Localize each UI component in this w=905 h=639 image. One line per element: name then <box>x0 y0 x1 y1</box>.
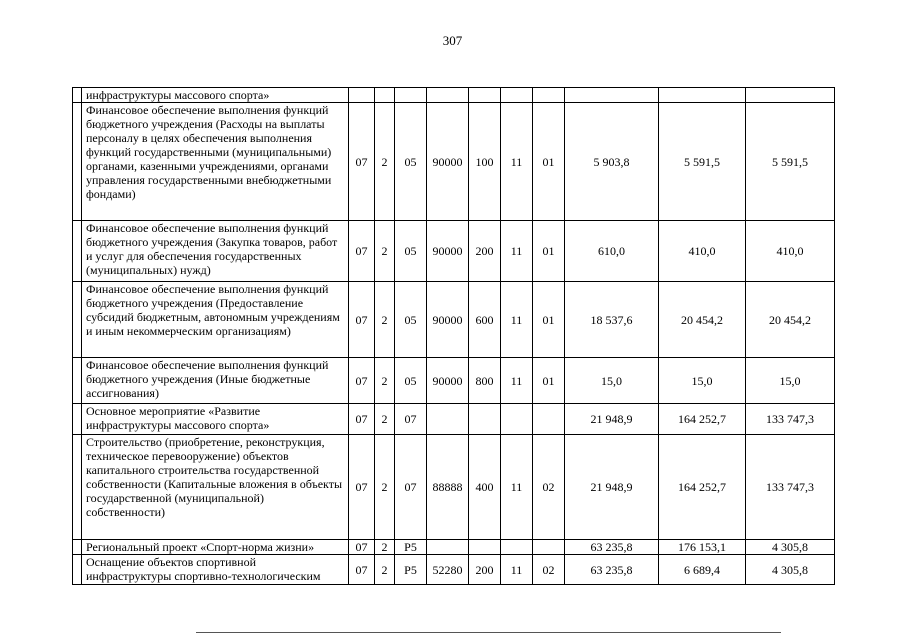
amount-1-cell <box>565 88 659 103</box>
row-name: Финансовое обеспечение выполнения функций бюджетного учреждения (Расходы на выплаты персоналу в целях обеспечения выполнения функций государственными (муниципальными) органами, казенными учреждениями, органами управления государственными внебюджетными фондами) <box>82 103 349 221</box>
table-row <box>73 358 835 404</box>
budget-table <box>72 87 835 585</box>
subprogram-cell: 11 <box>501 221 533 282</box>
row-margin-cell <box>73 540 82 555</box>
target-cell <box>427 540 469 555</box>
table-row <box>73 221 835 282</box>
target-cell: 52280 <box>427 555 469 585</box>
amount-3-cell: 133 747,3 <box>746 404 835 435</box>
amount-3-cell: 410,0 <box>746 221 835 282</box>
amount-1-cell: 21 948,9 <box>565 435 659 540</box>
program-cell: 05 <box>395 358 427 404</box>
subsection-cell: 2 <box>375 103 395 221</box>
row-name: Финансовое обеспечение выполнения функций бюджетного учреждения (Предоставление субсидий бюджетным, автономным учреждениям и иным некоммерческим организациям) <box>82 282 349 358</box>
subprogram-cell: 11 <box>501 103 533 221</box>
bottom-rule <box>196 632 781 633</box>
program-cell: 07 <box>395 435 427 540</box>
row-margin-cell <box>73 103 82 221</box>
amount-2-cell: 6 689,4 <box>659 555 746 585</box>
amount-1-cell: 5 903,8 <box>565 103 659 221</box>
row-margin-cell <box>73 221 82 282</box>
row-name: Финансовое обеспечение выполнения функций бюджетного учреждения (Закупка товаров, работ и услуг для обеспечения государственных (муниципальных) нужд) <box>82 221 349 282</box>
row-margin-cell <box>73 555 82 585</box>
table-body <box>73 88 835 585</box>
row-name: Региональный проект «Спорт-норма жизни» <box>82 540 349 555</box>
amount-2-cell: 5 591,5 <box>659 103 746 221</box>
table-row <box>73 555 835 585</box>
amount-2-cell <box>659 88 746 103</box>
amount-2-cell: 410,0 <box>659 221 746 282</box>
target-cell <box>427 88 469 103</box>
table-row <box>73 435 835 540</box>
expense-type-cell <box>469 88 501 103</box>
amount-2-cell: 164 252,7 <box>659 435 746 540</box>
subprogram-cell <box>501 540 533 555</box>
amount-3-cell <box>746 88 835 103</box>
table-row <box>73 88 835 103</box>
amount-1-cell: 18 537,6 <box>565 282 659 358</box>
amount-2-cell: 20 454,2 <box>659 282 746 358</box>
event-cell <box>533 88 565 103</box>
subsection-cell <box>375 88 395 103</box>
expense-type-cell: 200 <box>469 221 501 282</box>
row-margin-cell <box>73 282 82 358</box>
subsection-cell: 2 <box>375 555 395 585</box>
row-margin-cell <box>73 358 82 404</box>
section-cell: 07 <box>349 282 375 358</box>
section-cell <box>349 88 375 103</box>
program-cell: P5 <box>395 555 427 585</box>
amount-1-cell: 63 235,8 <box>565 555 659 585</box>
expense-type-cell: 400 <box>469 435 501 540</box>
row-name: инфраструктуры массового спорта» <box>82 88 349 103</box>
section-cell: 07 <box>349 540 375 555</box>
page-number: 307 <box>442 33 463 48</box>
amount-1-cell: 610,0 <box>565 221 659 282</box>
amount-3-cell: 15,0 <box>746 358 835 404</box>
amount-3-cell: 4 305,8 <box>746 555 835 585</box>
subsection-cell: 2 <box>375 282 395 358</box>
subsection-cell: 2 <box>375 540 395 555</box>
event-cell: 02 <box>533 435 565 540</box>
subprogram-cell: 11 <box>501 435 533 540</box>
event-cell <box>533 540 565 555</box>
amount-1-cell: 63 235,8 <box>565 540 659 555</box>
target-cell <box>427 404 469 435</box>
expense-type-cell: 200 <box>469 555 501 585</box>
target-cell: 90000 <box>427 103 469 221</box>
subprogram-cell: 11 <box>501 358 533 404</box>
expense-type-cell: 800 <box>469 358 501 404</box>
subsection-cell: 2 <box>375 404 395 435</box>
section-cell: 07 <box>349 555 375 585</box>
program-cell: 07 <box>395 404 427 435</box>
section-cell: 07 <box>349 103 375 221</box>
row-name: Финансовое обеспечение выполнения функций бюджетного учреждения (Иные бюджетные ассигнования) <box>82 358 349 404</box>
subprogram-cell <box>501 404 533 435</box>
amount-1-cell: 21 948,9 <box>565 404 659 435</box>
section-cell: 07 <box>349 435 375 540</box>
subprogram-cell: 11 <box>501 282 533 358</box>
target-cell: 90000 <box>427 282 469 358</box>
amount-3-cell: 5 591,5 <box>746 103 835 221</box>
section-cell: 07 <box>349 404 375 435</box>
amount-2-cell: 164 252,7 <box>659 404 746 435</box>
event-cell: 01 <box>533 282 565 358</box>
subsection-cell: 2 <box>375 435 395 540</box>
target-cell: 90000 <box>427 358 469 404</box>
section-cell: 07 <box>349 221 375 282</box>
amount-1-cell: 15,0 <box>565 358 659 404</box>
target-cell: 88888 <box>427 435 469 540</box>
amount-2-cell: 176 153,1 <box>659 540 746 555</box>
row-margin-cell <box>73 404 82 435</box>
event-cell: 02 <box>533 555 565 585</box>
event-cell: 01 <box>533 103 565 221</box>
program-cell: 05 <box>395 282 427 358</box>
program-cell: 05 <box>395 103 427 221</box>
subsection-cell: 2 <box>375 358 395 404</box>
expense-type-cell <box>469 404 501 435</box>
table-row <box>73 282 835 358</box>
program-cell: P5 <box>395 540 427 555</box>
row-name: Оснащение объектов спортивной инфраструктуры спортивно-технологическим <box>82 555 349 585</box>
row-margin-cell <box>73 88 82 103</box>
program-cell <box>395 88 427 103</box>
event-cell <box>533 404 565 435</box>
row-margin-cell <box>73 435 82 540</box>
amount-3-cell: 4 305,8 <box>746 540 835 555</box>
expense-type-cell: 100 <box>469 103 501 221</box>
amount-3-cell: 133 747,3 <box>746 435 835 540</box>
table-row <box>73 540 835 555</box>
event-cell: 01 <box>533 221 565 282</box>
row-name: Основное мероприятие «Развитие инфраструктуры массового спорта» <box>82 404 349 435</box>
expense-type-cell <box>469 540 501 555</box>
event-cell: 01 <box>533 358 565 404</box>
amount-2-cell: 15,0 <box>659 358 746 404</box>
subprogram-cell: 11 <box>501 555 533 585</box>
program-cell: 05 <box>395 221 427 282</box>
row-name: Строительство (приобретение, реконструкция, техническое перевооружение) объектов капитального строительства государственной собственности (Капитальные вложения в объекты государственной (муниципальной) собственности) <box>82 435 349 540</box>
subprogram-cell <box>501 88 533 103</box>
section-cell: 07 <box>349 358 375 404</box>
target-cell: 90000 <box>427 221 469 282</box>
amount-3-cell: 20 454,2 <box>746 282 835 358</box>
expense-type-cell: 600 <box>469 282 501 358</box>
table-row <box>73 404 835 435</box>
table-row <box>73 103 835 221</box>
subsection-cell: 2 <box>375 221 395 282</box>
